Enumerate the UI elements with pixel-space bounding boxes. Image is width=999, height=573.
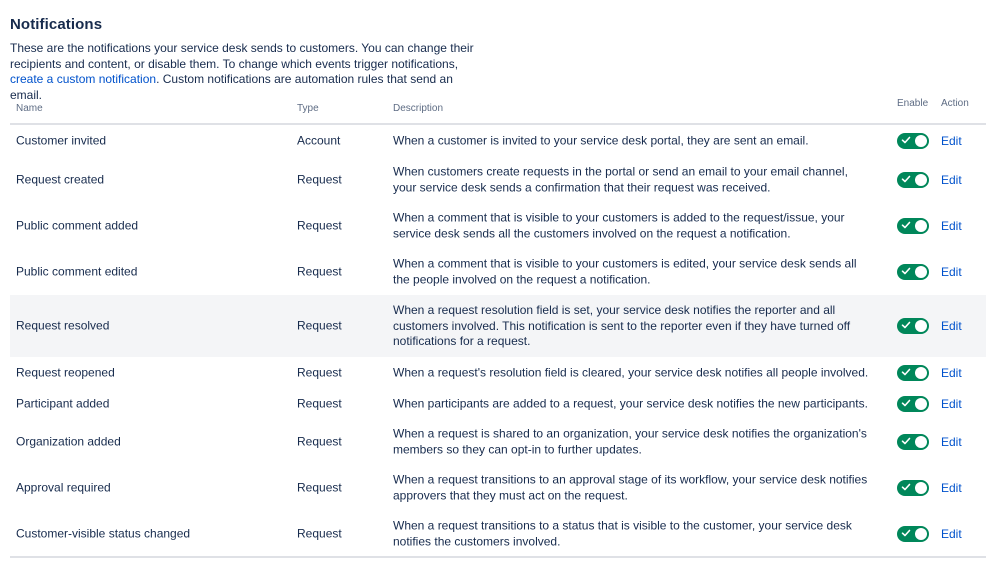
checkmark-icon xyxy=(901,220,911,230)
enable-toggle[interactable] xyxy=(897,396,929,412)
create-custom-notification-link[interactable]: create a custom notification xyxy=(10,72,157,86)
toggle-knob xyxy=(915,482,927,494)
notification-name: Participant added xyxy=(16,395,110,410)
notification-description: When participants are added to a request, your service desk notifies the new participants. xyxy=(393,395,868,410)
intro-text-part-1: These are the notifications your service desk sends to customers. You can change their recipients and content, or disable them. To change which events trigger notifications, xyxy=(10,41,474,71)
header-action: Action xyxy=(941,98,969,109)
table-bottom-divider xyxy=(10,556,986,558)
notification-type: Account xyxy=(297,133,341,148)
notification-type: Request xyxy=(297,480,342,495)
table-row xyxy=(10,419,986,465)
notification-description: When a request is shared to an organization, your service desk notifies the organization's members so they can opt-in to further updates. xyxy=(393,426,867,456)
notification-description: When customers create requests in the portal or send an email to your email channel, your service desk sends a confirmation that their request was received. xyxy=(393,164,848,194)
notification-name: Public comment added xyxy=(16,218,139,233)
page-title: Notifications xyxy=(10,16,103,33)
notifications-table xyxy=(10,93,986,557)
enable-toggle[interactable] xyxy=(897,218,929,234)
edit-link[interactable]: Edit xyxy=(941,319,962,333)
notification-description: When a request transitions to an approval stage of its workflow, your service desk notifies approvers that they must act on the request. xyxy=(393,472,868,502)
table-row xyxy=(10,203,986,249)
checkmark-icon xyxy=(901,320,911,330)
edit-link[interactable]: Edit xyxy=(941,481,962,495)
checkmark-icon xyxy=(901,436,911,446)
edit-link[interactable]: Edit xyxy=(941,435,962,449)
enable-toggle[interactable] xyxy=(897,172,929,188)
header-description: Description xyxy=(393,103,444,114)
notification-name: Approval required xyxy=(16,480,111,495)
notification-type: Request xyxy=(297,172,342,187)
toggle-knob xyxy=(915,266,927,278)
enable-toggle[interactable] xyxy=(897,526,929,542)
notification-description: When a request resolution field is set, your service desk notifies the reporter and all customers involved. This notification is sent to the reporter even if they have turned off notifications for a request. xyxy=(393,302,851,348)
table-header xyxy=(10,93,986,125)
toggle-knob xyxy=(915,398,927,410)
notification-type: Request xyxy=(297,318,342,333)
edit-link[interactable]: Edit xyxy=(941,219,962,233)
checkmark-icon xyxy=(901,398,911,408)
notification-description: When a request's resolution field is cleared, your service desk notifies all people involved. xyxy=(393,364,869,379)
toggle-knob xyxy=(915,528,927,540)
header-enable: Enable xyxy=(897,98,929,109)
checkmark-icon xyxy=(901,135,911,145)
notification-name: Request created xyxy=(16,172,105,187)
notification-type: Request xyxy=(297,434,342,449)
edit-link[interactable]: Edit xyxy=(941,265,962,279)
table-row xyxy=(10,465,986,511)
edit-link[interactable]: Edit xyxy=(941,134,962,148)
toggle-knob xyxy=(915,174,927,186)
table-row xyxy=(10,357,986,388)
table-row xyxy=(10,295,986,357)
edit-link[interactable]: Edit xyxy=(941,396,962,411)
header-name: Name xyxy=(16,103,43,114)
toggle-knob xyxy=(915,135,927,147)
toggle-knob xyxy=(915,367,927,379)
table-row xyxy=(10,157,986,203)
notification-type: Request xyxy=(297,264,342,279)
notification-name: Customer-visible status changed xyxy=(16,526,191,541)
notification-type: Request xyxy=(297,218,342,233)
notification-description: When a comment that is visible to your customers is edited, your service desk sends all the people involved on the request a notification. xyxy=(393,256,857,286)
notification-description: When a comment that is visible to your customers is added to the request/issue, your service desk sends all the customers involved on the request a notification. xyxy=(393,210,845,240)
checkmark-icon xyxy=(901,367,911,377)
notification-type: Request xyxy=(297,395,342,410)
notification-description: When a request transitions to a status that is visible to the customer, your service desk notifies the customers involved. xyxy=(393,518,852,548)
enable-toggle[interactable] xyxy=(897,133,929,149)
enable-toggle[interactable] xyxy=(897,480,929,496)
edit-link[interactable]: Edit xyxy=(941,365,962,380)
enable-toggle[interactable] xyxy=(897,434,929,450)
toggle-knob xyxy=(915,220,927,232)
notification-type: Request xyxy=(297,526,342,541)
notification-name: Organization added xyxy=(16,434,121,449)
enable-toggle[interactable] xyxy=(897,264,929,280)
enable-toggle[interactable] xyxy=(897,318,929,334)
toggle-knob xyxy=(915,436,927,448)
enable-toggle[interactable] xyxy=(897,365,929,381)
edit-link[interactable]: Edit xyxy=(941,173,962,187)
edit-link[interactable]: Edit xyxy=(941,527,962,541)
checkmark-icon xyxy=(901,174,911,184)
notification-type: Request xyxy=(297,364,342,379)
toggle-knob xyxy=(915,320,927,332)
notification-name: Request reopened xyxy=(16,364,115,379)
notification-description: When a customer is invited to your service desk portal, they are sent an email. xyxy=(393,133,809,148)
notification-name: Request resolved xyxy=(16,318,110,333)
table-row xyxy=(10,125,986,157)
notification-name: Public comment edited xyxy=(16,264,138,279)
checkmark-icon xyxy=(901,266,911,276)
intro-text-part-2: . Custom notifications are automation rules that send an email. xyxy=(10,72,453,102)
checkmark-icon xyxy=(901,528,911,538)
table-row xyxy=(10,511,986,557)
table-row xyxy=(10,388,986,419)
table-row xyxy=(10,249,986,295)
header-type: Type xyxy=(297,103,319,114)
notification-name: Customer invited xyxy=(16,133,107,148)
table-body xyxy=(10,125,986,557)
checkmark-icon xyxy=(901,482,911,492)
